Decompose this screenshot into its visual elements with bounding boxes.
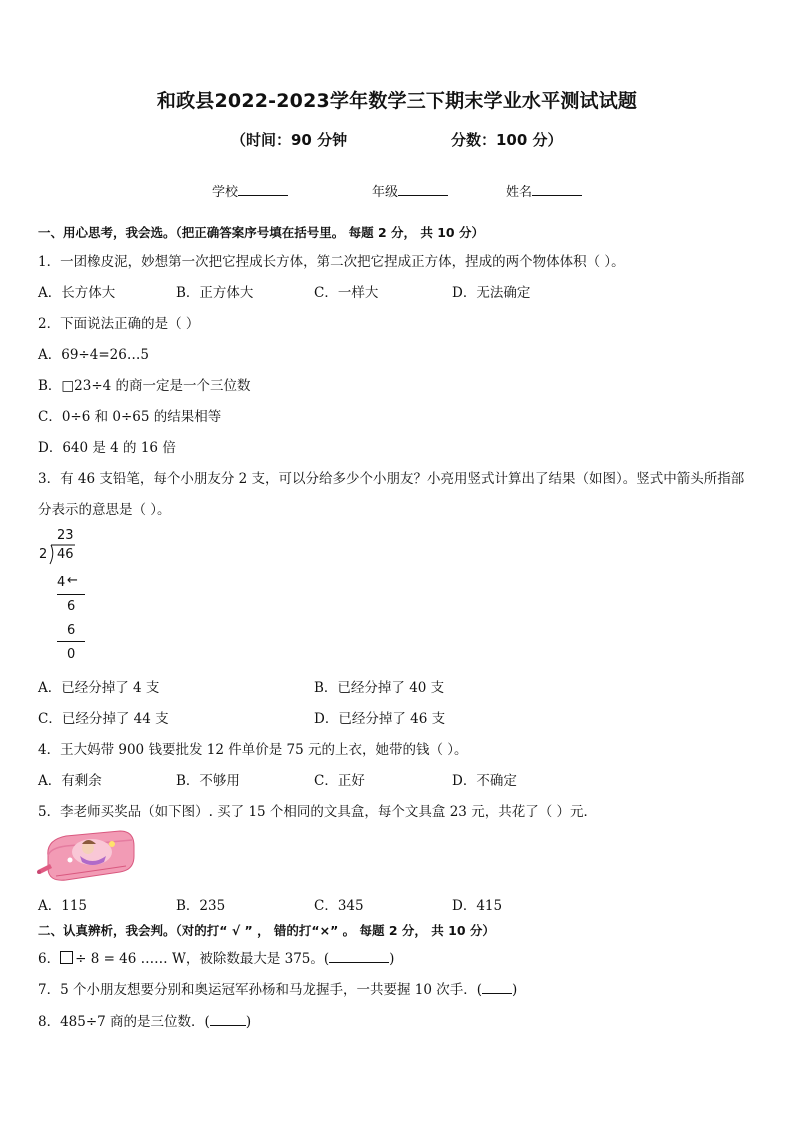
division-dividend: 46 xyxy=(57,547,74,562)
q1-option-b: B．正方体大 xyxy=(176,285,254,301)
school-label: 学校 xyxy=(212,185,239,200)
pencil-case-image xyxy=(36,826,138,888)
q4-option-b: B．不够用 xyxy=(176,773,240,789)
q7-close: ) xyxy=(512,982,518,998)
division-step2: 6 xyxy=(67,623,76,638)
q1-option-a: A．长方体大 xyxy=(38,285,116,301)
q2-text: 2．下面说法正确的是（ ） xyxy=(38,316,200,332)
q8-close: ) xyxy=(245,1014,252,1030)
name-label: 姓名 xyxy=(506,185,533,200)
q4-text: 4．王大妈带 900 钱要批发 12 件单价是 75 元的上衣，她带的钱（ ）。 xyxy=(38,742,468,758)
q6-answer-blank xyxy=(329,962,389,963)
q4-option-a: A．有剩余 xyxy=(38,773,102,789)
blank-box-icon xyxy=(60,951,73,964)
q2-option-b: B．□23÷4 的商一定是一个三位数 xyxy=(38,378,251,394)
q3-text-line1: 3．有 46 支铅笔，每个小朋友分 2 支，可以分给多少个小朋友？小亮用竖式计算出了结果（如图）。竖式中箭头所指部 xyxy=(38,471,745,487)
school-blank xyxy=(238,183,288,196)
q6-close: ) xyxy=(389,951,395,967)
division-remainder2: 0 xyxy=(67,647,76,662)
q1-text: 1．一团橡皮泥，妙想第一次把它捏成长方体，第二次把它捏成正方体，捏成的两个物体体积（ ）。 xyxy=(38,254,625,270)
division-remainder1: 6 xyxy=(67,599,76,614)
q8-answer-blank xyxy=(210,1025,246,1026)
q5-text: 5．李老师买奖品（如下图）. 买了 15 个相同的文具盒，每个文具盒 23 元，共花了（ ）元． xyxy=(38,804,597,820)
q7-text: 7．5 个小朋友想要分别和奥运冠军孙杨和马龙握手，一共要握 10 次手．( xyxy=(38,982,482,998)
q5-option-b: B．235 xyxy=(176,898,226,914)
q7-line xyxy=(38,978,517,998)
q3-option-d: D．已经分掉了 46 支 xyxy=(314,711,446,727)
q6-line xyxy=(38,947,394,967)
name-blank xyxy=(532,183,582,196)
q6-text: ÷ 8 = 46 …… W，被除数最大是 375。( xyxy=(75,951,330,967)
q2-option-a: A．69÷4=26…5 xyxy=(38,347,149,363)
division-quotient: 23 xyxy=(57,528,74,543)
arrow-left-icon: ← xyxy=(67,573,78,588)
q2-option-c: C．0÷6 和 0÷65 的结果相等 xyxy=(38,409,222,425)
division-divisor: 2 xyxy=(39,547,48,562)
q5-option-a: A．115 xyxy=(38,898,88,914)
name-field xyxy=(506,181,582,200)
q1-option-d: D．无法确定 xyxy=(452,285,531,301)
q3-option-b: B．已经分掉了 40 支 xyxy=(314,680,445,696)
q1-option-c: C．一样大 xyxy=(314,285,379,301)
q8-line xyxy=(38,1010,251,1030)
exam-score: 分数：100 分） xyxy=(451,131,563,149)
division-rule-2 xyxy=(57,641,85,642)
school-field xyxy=(212,181,288,200)
exam-time: （时间：90 分钟 xyxy=(231,131,348,149)
grade-blank xyxy=(398,183,448,196)
q4-option-d: D．不确定 xyxy=(452,773,517,789)
q7-answer-blank xyxy=(482,993,512,994)
q6-number: 6． xyxy=(38,951,61,967)
grade-label: 年级 xyxy=(372,185,399,200)
q3-text-line2: 分表示的意思是（ ）。 xyxy=(38,502,171,518)
q4-option-c: C．正好 xyxy=(314,773,365,789)
q3-option-c: C．已经分掉了 44 支 xyxy=(38,711,169,727)
q5-option-d: D．415 xyxy=(452,898,503,914)
division-step1: 4 xyxy=(57,575,66,590)
q5-option-c: C．345 xyxy=(314,898,364,914)
division-rule-1 xyxy=(57,594,85,595)
page-title: 和政县2022-2023学年数学三下期末学业水平测试试题 xyxy=(156,90,638,112)
q3-option-a: A．已经分掉了 4 支 xyxy=(38,680,160,696)
q8-text: 8．485÷7 商的是三位数．( xyxy=(38,1014,210,1030)
section2-heading: 二、认真辨析，我会判。（对的打“ √ ” ， 错的打“×” 。 每题 2 分， 共 10 分） xyxy=(38,923,495,938)
grade-field xyxy=(372,181,448,200)
q2-option-d: D．640 是 4 的 16 倍 xyxy=(38,440,176,456)
section1-heading: 一、用心思考，我会选。（把正确答案序号填在括号里。 每题 2 分， 共 10 分） xyxy=(38,225,484,240)
